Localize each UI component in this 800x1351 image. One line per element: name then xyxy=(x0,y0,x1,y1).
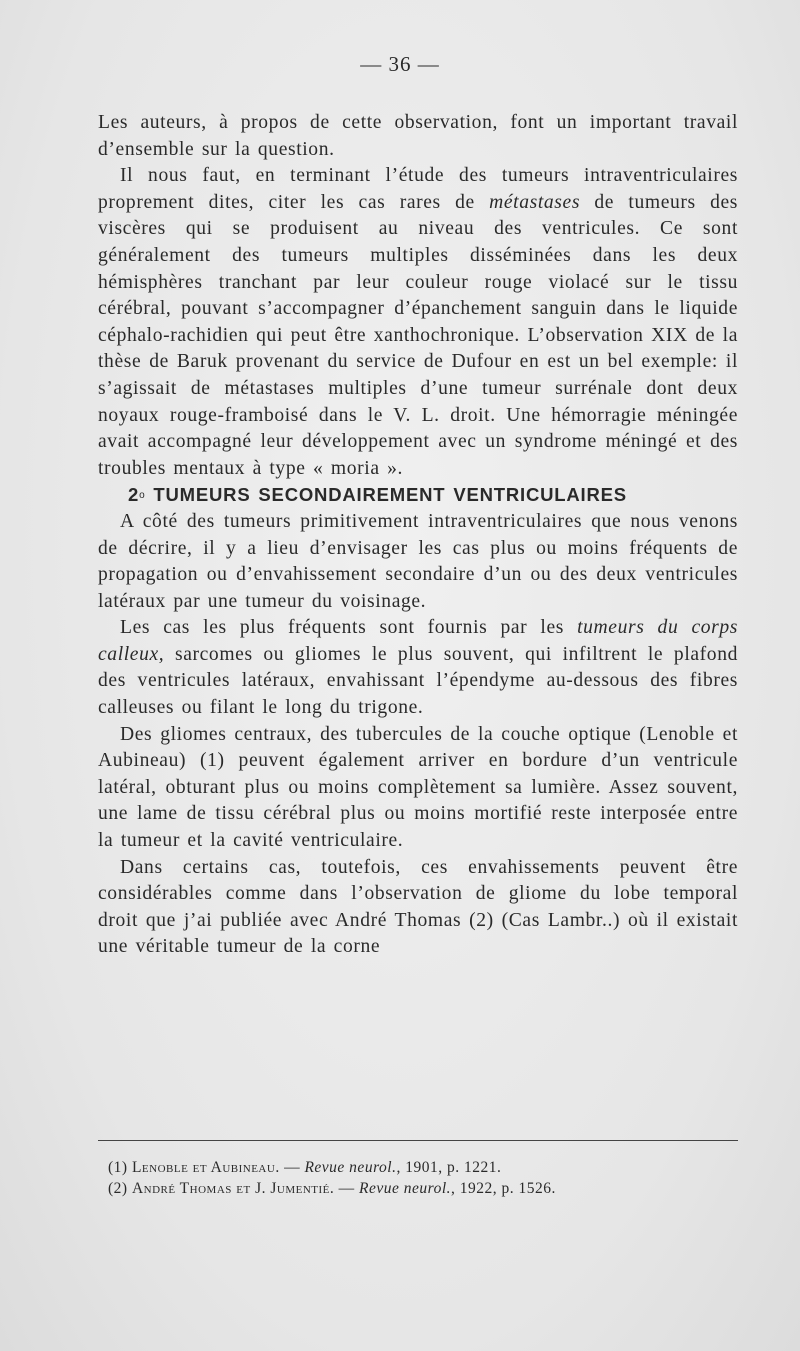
emphasis-metastases: métastases xyxy=(489,191,581,213)
footnote-1: (1) Lenoble et Aubineau. — Revue neurol., 1901, p. 1221. xyxy=(108,1159,502,1176)
footnote-2: (2) André Thomas et J. Jumentié. — Revue neurol., 1922, p. 1526. xyxy=(108,1180,556,1197)
paragraph-2: Il nous faut, en terminant l’étude des tumeurs intraventriculaires proprement dites, citer les cas rares de métastases de tumeurs des viscères qui se produisent au niveau des ventricules. Ce sont généralement des tumeurs multiples disséminées dans les deux hémisphères tranchant par leur couleur rouge violacé sur le tissu cérébral, pouvant s’accompagner d’épanchement sanguin dans le liquide céphalo-rachidien qui peut être xanthochronique. L’observation XIX de la thèse de Baruk provenant du service de Dufour en est un bel exemple: il s’agissait de métastases multiples d’une tumeur surrénale dont deux noyaux rouge-framboisé dans le V. L. droit. Une hémorragie méningée avait accompagné leur développement avec un syndrome méningé et des troubles mentaux à type « moria ». xyxy=(98,165,738,479)
footnote-divider xyxy=(98,1140,738,1141)
section-heading: 2$^o$ TUMEURS SECONDAIREMENT VENTRICULAIRES xyxy=(128,484,627,506)
page-number: — 36 — xyxy=(360,52,440,76)
emphasis-corps-calleux: tumeurs du corps calleux, xyxy=(98,617,739,665)
body-text xyxy=(98,110,738,961)
paragraph-5: Des gliomes centraux, des tubercules de la couche optique (Lenoble et Aubineau) (1) peuvent également arriver en bordure d’un ventricule latéral, obturant plus ou moins complètement sa lumière. Assez souvent, une lame de tissu cérébral plus ou moins mortifié reste interposée entre la tumeur et la cavité ventriculaire. xyxy=(98,723,738,852)
paragraph-6: Dans certains cas, toutefois, ces envahissements peuvent être considérables comme dans l’observation de gliome du lobe temporal droit que j’ai publiée avec André Thomas (2) (Cas Lambr..) où il existait une véritable tumeur de la corne xyxy=(98,856,738,958)
paragraph-4: Les cas les plus fréquents sont fournis par les tumeurs du corps calleux, sarcomes ou gliomes le plus souvent, qui infiltrent le plafond des ventricules latéraux, envahissant l’épendyme au-dessous des fibres calleuses ou filant le long du trigone. xyxy=(98,617,739,719)
paragraph-3: A côté des tumeurs primitivement intraventriculaires que nous venons de décrire, il y a lieu d’envisager les cas plus ou moins fréquents de propagation ou d’envahissement secondaire d’un ou des deux ventricules latéraux par une tumeur du voisinage. xyxy=(98,510,738,612)
paragraph-1: Les auteurs, à propos de cette observation, font un important travail d’ensemble sur la question. xyxy=(98,112,738,160)
footnotes xyxy=(108,1157,738,1199)
